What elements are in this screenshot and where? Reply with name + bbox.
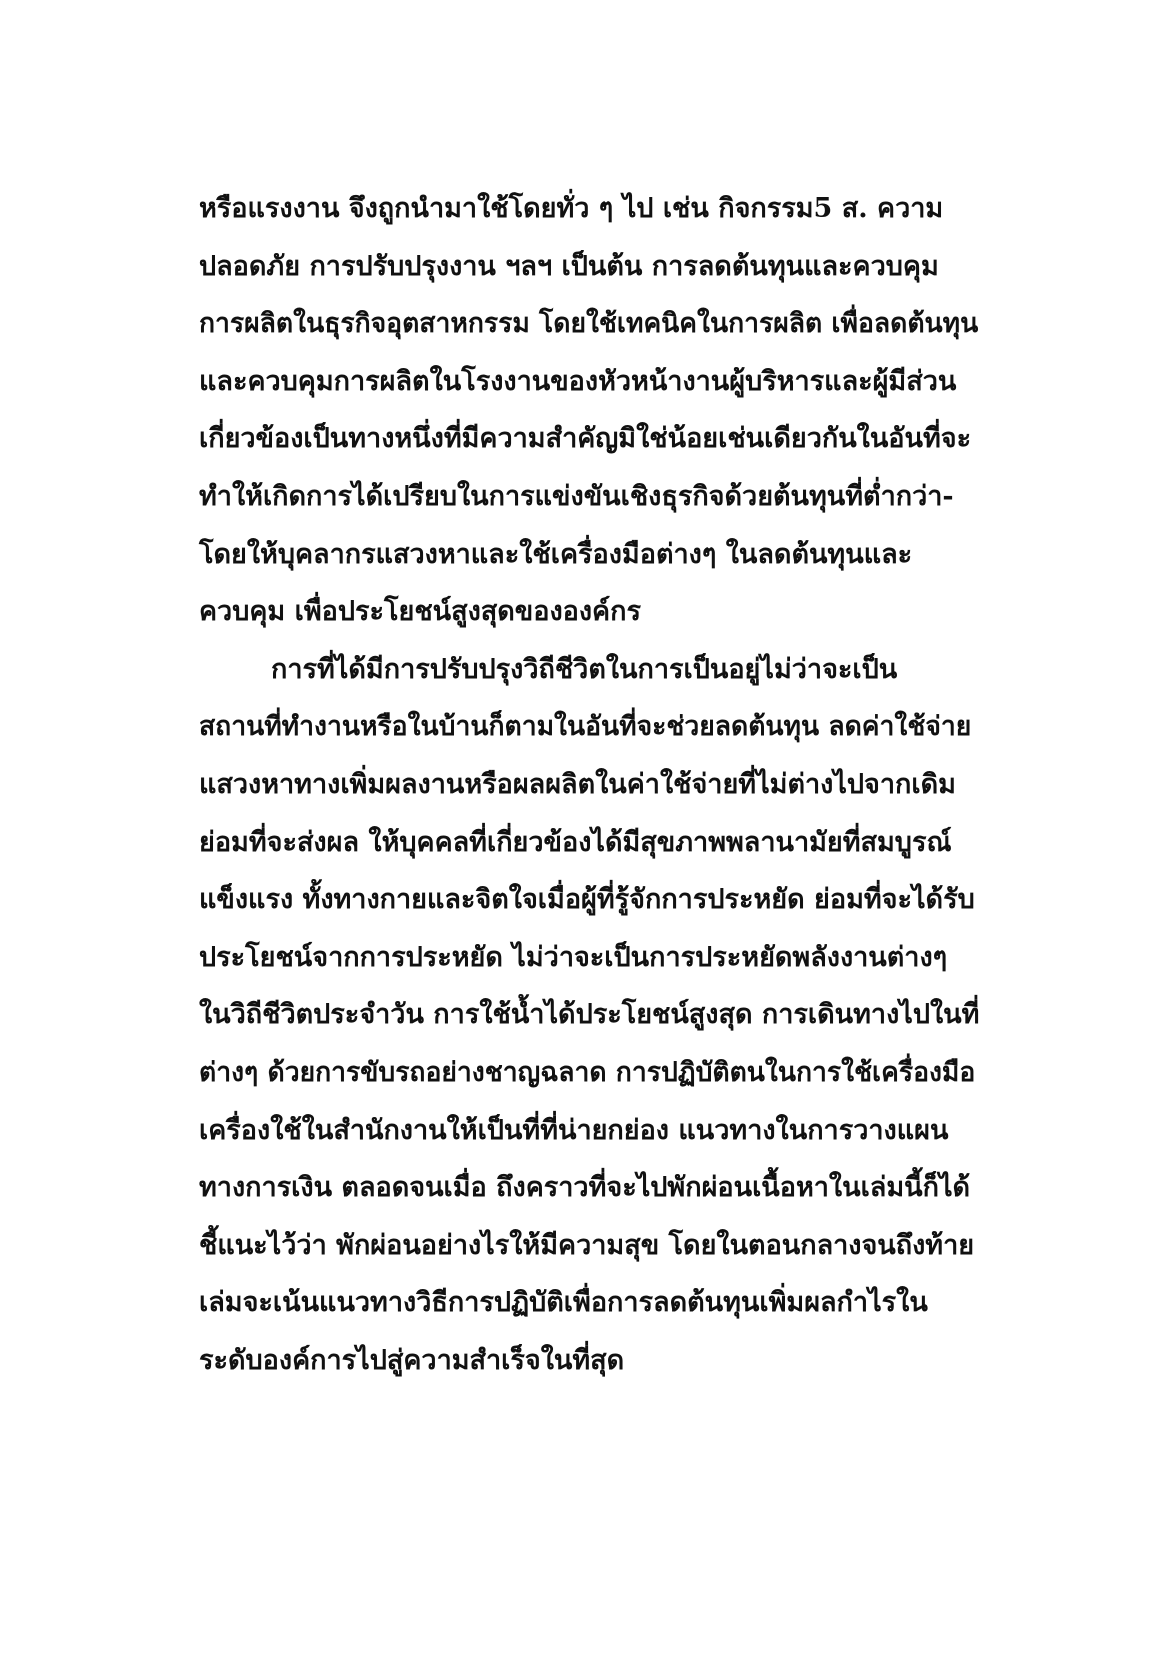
text-line-indented: การที่ได้มีการปรับปรุงวิถีชีวิตในการเป็นอยู่ไม่ว่าจะเป็น xyxy=(271,653,898,685)
paragraph-2 xyxy=(199,641,979,1390)
text-line: ประโยชน์จากการประหยัด ไม่ว่าจะเป็นการประหยัดพลังงานต่างๆ xyxy=(199,941,948,973)
text-line: เครื่องใช้ในสำนักงานให้เป็นที่ที่น่ายกย่อง แนวทางในการวางแผน xyxy=(199,1114,949,1146)
text-line: สถานที่ทำงานหรือในบ้านก็ตามในอันที่จะช่วยลดต้นทุน ลดค่าใช้จ่าย xyxy=(199,711,972,743)
text-line: ปลอดภัย การปรับปรุงงาน ฯลฯ เป็นต้น การลดต้นทุนและควบคุม xyxy=(199,250,939,282)
text-line: แสวงหาทางเพิ่มผลงานหรือผลผลิตในค่าใช้จ่ายที่ไม่ต่างไปจากเดิม xyxy=(199,768,956,800)
text-line: เกี่ยวข้องเป็นทางหนึ่งที่มีความสำคัญมิใช่น้อยเช่นเดียวกันในอันที่จะ xyxy=(199,423,972,455)
text-line: ต่างๆ ด้วยการขับรถอย่างชาญฉลาด การปฏิบัติตนในการใช้เครื่องมือ xyxy=(199,1056,976,1088)
text-line: โดยให้บุคลากรแสวงหาและใช้เครื่องมือต่างๆ ในลดต้นทุนและ xyxy=(199,538,913,570)
text-line: การผลิตในธุรกิจอุตสาหกรรม โดยใช้เทคนิคในการผลิต เพื่อลดต้นทุน xyxy=(199,308,979,340)
text-line: เล่มจะเน้นแนวทางวิธีการปฏิบัติเพื่อการลดต้นทุนเพิ่มผลกำไรใน xyxy=(199,1287,928,1319)
text-line: หรือแรงงาน จึงถูกนำมาใช้โดยทั่ว ๆ ไป เช่น กิจกรรม5 ส. ความ xyxy=(199,193,944,224)
text-line: ชี้แนะไว้ว่า พักผ่อนอย่างไรให้มีความสุข โดยในตอนกลางจนถึงท้าย xyxy=(199,1229,975,1261)
text-line: ควบคุม เพื่อประโยชน์สูงสุดขององค์กร xyxy=(199,596,641,628)
body-text xyxy=(199,180,979,1389)
text-line: ทำให้เกิดการได้เปรียบในการแข่งขันเชิงธุรกิจด้วยต้นทุนที่ต่ำกว่า- xyxy=(199,480,954,512)
text-line: ย่อมที่จะส่งผล ให้บุคคลที่เกี่ยวข้องได้มีสุขภาพพลานามัยที่สมบูรณ์ xyxy=(199,826,952,858)
text-line: และควบคุมการผลิตในโรงงานของหัวหน้างานผู้บริหารและผู้มีส่วน xyxy=(199,365,957,397)
text-line: ระดับองค์การไปสู่ความสำเร็จในที่สุด xyxy=(199,1344,625,1376)
text-line: แข็งแรง ทั้งทางกายและจิตใจเมื่อผู้ที่รู้จักการประหยัด ย่อมที่จะได้รับ xyxy=(199,884,975,916)
paragraph-1 xyxy=(199,180,979,641)
text-line: ในวิถีชีวิตประจำวัน การใช้น้ำได้ประโยชน์สูงสุด การเดินทางไปในที่ xyxy=(199,999,980,1031)
text-line: ทางการเงิน ตลอดจนเมื่อ ถึงคราวที่จะไปพักผ่อนเนื้อหาในเล่มนี้ก็ได้ xyxy=(199,1172,971,1204)
